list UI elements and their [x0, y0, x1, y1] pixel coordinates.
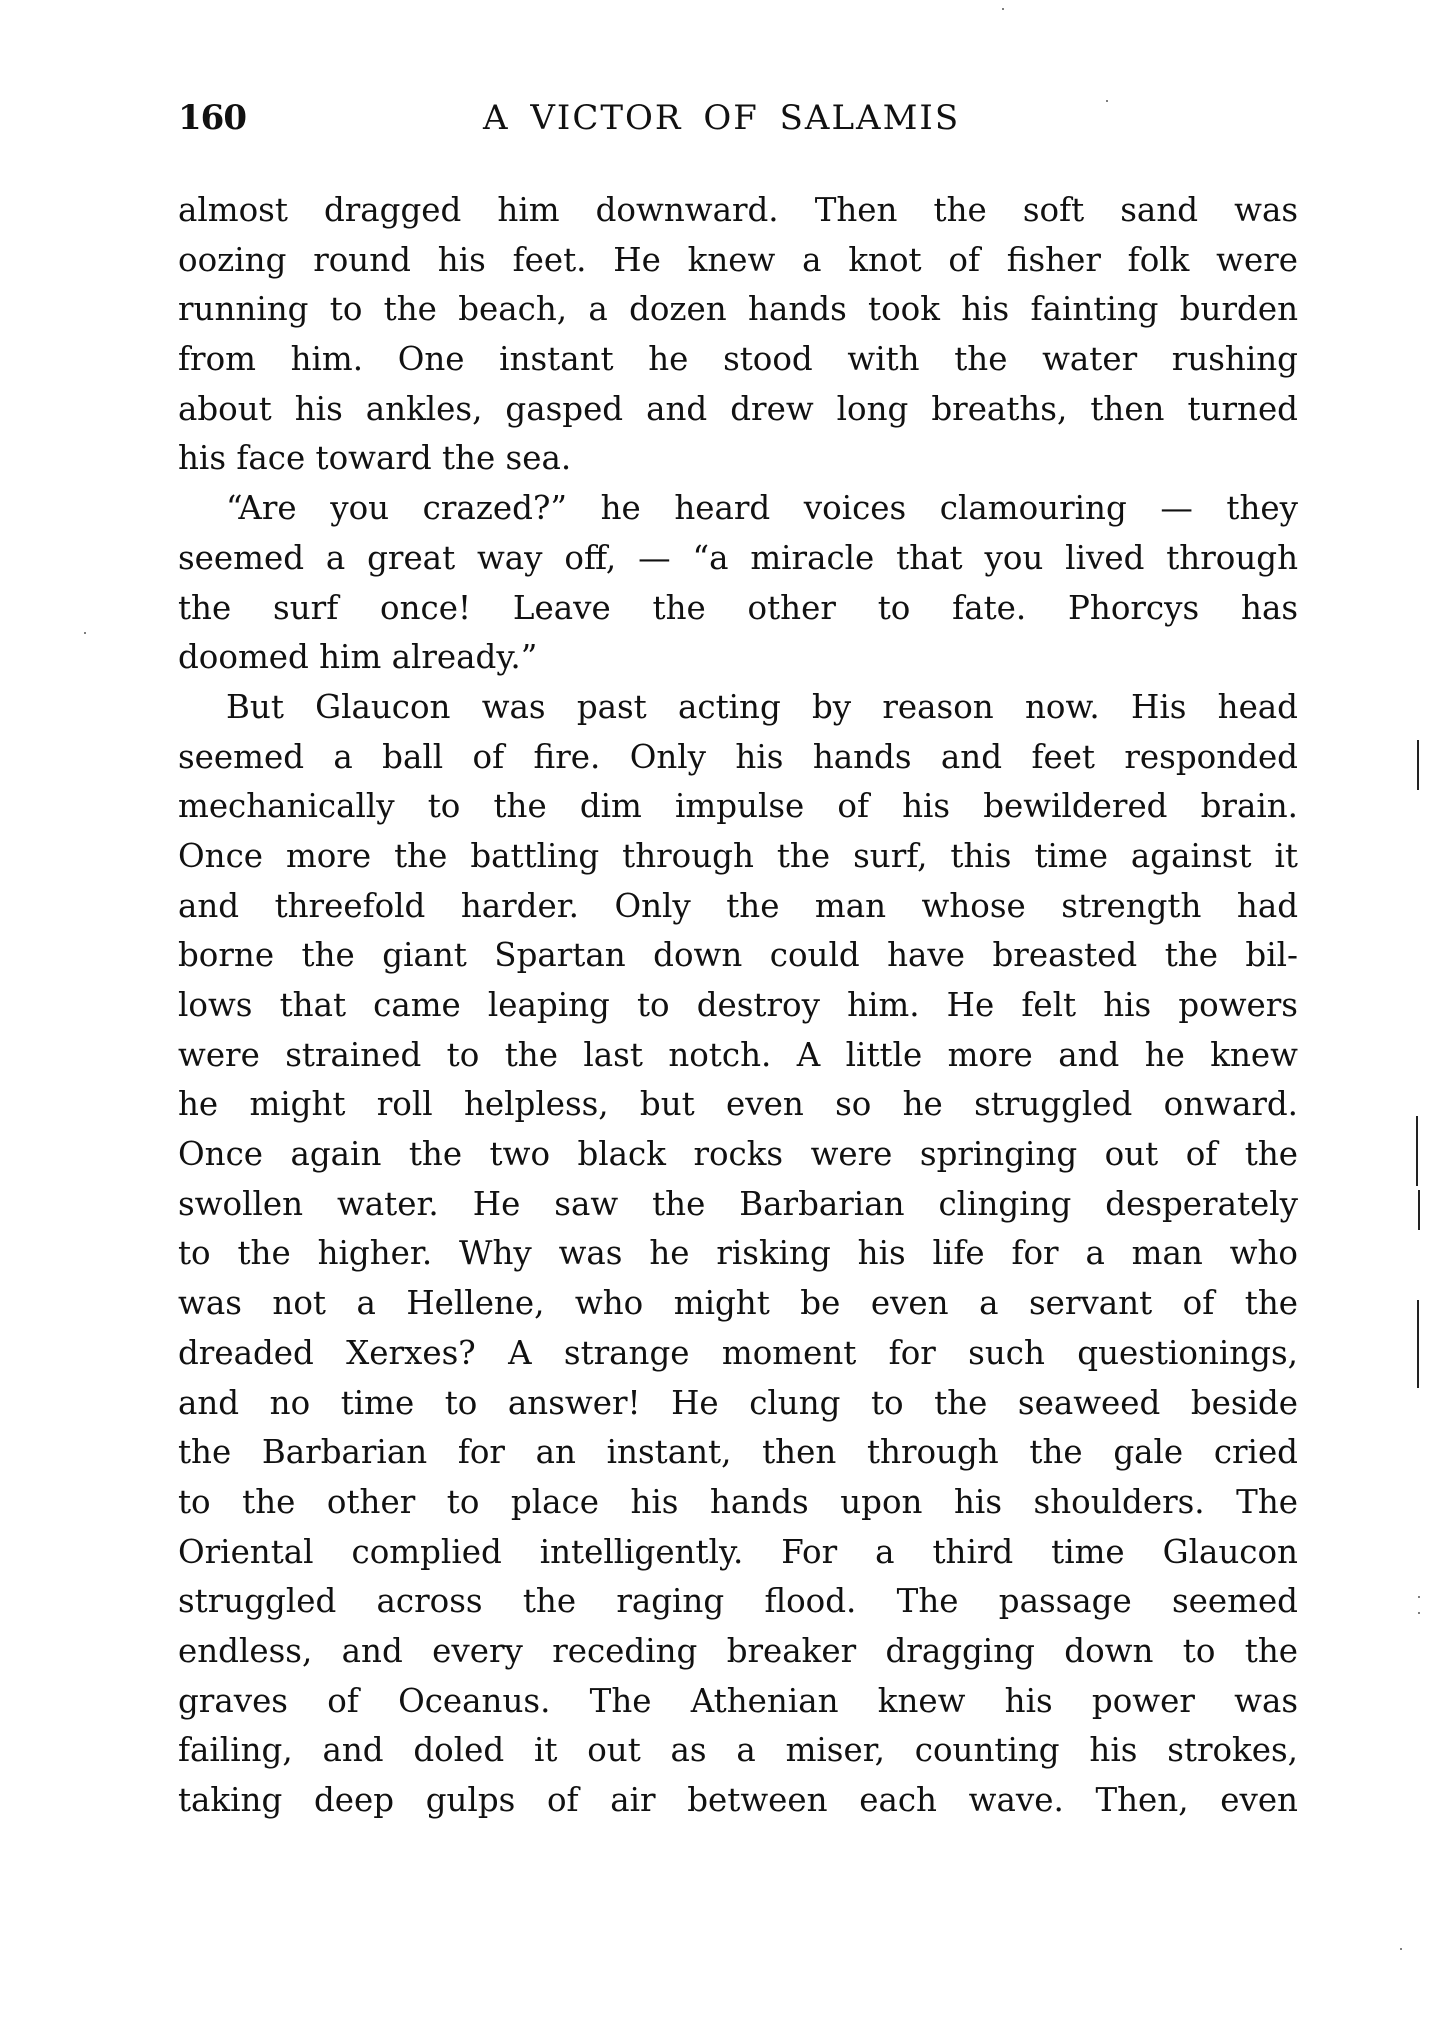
- text-line: from him. One instant he stood with the water rushing: [178, 340, 1298, 379]
- text-line: the Barbarian for an instant, then through the gale cried: [178, 1433, 1298, 1472]
- text-line: mechanically to the dim impulse of his bewildered brain.: [178, 787, 1298, 826]
- scan-artifact-mark: [1416, 1116, 1418, 1186]
- text-line: lows that came leaping to destroy him. He felt his powers: [178, 986, 1298, 1024]
- scan-speck: [1418, 1612, 1420, 1614]
- text-line: Once more the battling through the surf, this time against it: [178, 836, 1298, 875]
- body-text: [178, 186, 1298, 1826]
- scan-artifact-mark: [1417, 1300, 1419, 1388]
- scan-speck: [1106, 100, 1108, 102]
- text-line: to the other to place his hands upon his shoulders. The: [178, 1482, 1298, 1521]
- text-line: swollen water. He saw the Barbarian clinging desperately: [178, 1184, 1298, 1223]
- text-line: oozing round his feet. He knew a knot of fisher folk were: [178, 240, 1298, 279]
- text-line: But Glaucon was past acting by reason now. His head: [226, 687, 1298, 726]
- text-line: failing, and doled it out as a miser, counting his strokes,: [178, 1731, 1298, 1770]
- text-line: running to the beach, a dozen hands took his fainting burden: [178, 290, 1298, 329]
- scan-artifact-mark: [1417, 740, 1419, 790]
- text-line: taking deep gulps of air between each wave. Then, even: [178, 1781, 1298, 1819]
- scan-speck: [1400, 1948, 1402, 1950]
- text-line: endless, and every receding breaker dragging down to the: [178, 1631, 1298, 1670]
- text-line: he might roll helpless, but even so he struggled onward.: [178, 1085, 1298, 1124]
- text-line: dreaded Xerxes? A strange moment for such questionings,: [178, 1333, 1298, 1372]
- text-line: the surf once! Leave the other to fate. Phorcys has: [178, 588, 1298, 627]
- text-line: seemed a ball of fire. Only his hands and feet responded: [178, 737, 1298, 776]
- text-line: to the higher. Why was he risking his life for a man who: [178, 1234, 1298, 1273]
- text-line: Once again the two black rocks were springing out of the: [178, 1135, 1298, 1174]
- scan-speck: [1418, 1596, 1420, 1598]
- text-line: almost dragged him downward. Then the soft sand was: [178, 191, 1298, 229]
- text-line: struggled across the raging flood. The passage seemed: [178, 1582, 1298, 1621]
- text-line: and threefold harder. Only the man whose strength had: [178, 886, 1298, 925]
- scan-speck: [84, 632, 86, 634]
- page-number: 160: [178, 98, 246, 138]
- text-line: borne the giant Spartan down could have breasted the bil-: [178, 936, 1298, 975]
- text-line: Oriental complied intelligently. For a third time Glaucon: [178, 1532, 1298, 1571]
- text-line: seemed a great way off, — “a miracle that you lived through: [178, 538, 1298, 577]
- text-line: his face toward the sea.: [178, 439, 572, 478]
- text-line: doomed him already.”: [178, 638, 538, 677]
- scan-artifact-mark: [1418, 1190, 1420, 1230]
- text-line: were strained to the last notch. A little more and he knew: [178, 1035, 1298, 1074]
- text-line: was not a Hellene, who might be even a servant of the: [178, 1284, 1298, 1323]
- running-title: A VICTOR OF SALAMIS: [483, 98, 961, 138]
- text-line: “Are you crazed?” he heard voices clamouring — they: [226, 489, 1298, 528]
- scan-speck: [1002, 8, 1004, 10]
- text-line: about his ankles, gasped and drew long breaths, then turned: [178, 389, 1298, 428]
- text-line: and no time to answer! He clung to the seaweed beside: [178, 1383, 1298, 1422]
- text-line: graves of Oceanus. The Athenian knew his power was: [178, 1681, 1298, 1720]
- running-head: [178, 98, 1298, 148]
